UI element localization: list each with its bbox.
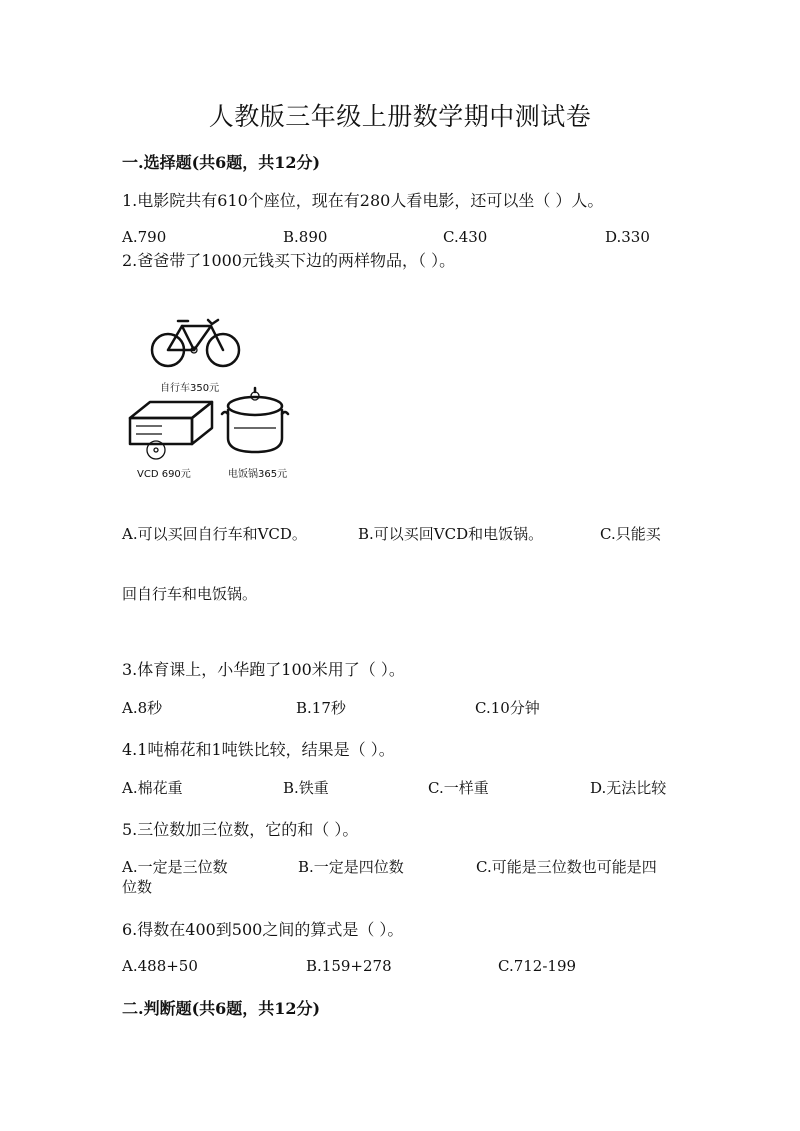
question-5-option-a[interactable]: A.一定是三位数 [122, 858, 228, 876]
question-4-text: 4.1吨棉花和1吨铁比较，结果是（ ）。 [122, 740, 395, 759]
vcd-player-icon [130, 402, 212, 459]
section-heading-true-false: 二.判断题(共6题，共12分) [122, 999, 321, 1018]
question-2-option-b[interactable]: B.可以买回VCD和电饭锅。 [358, 525, 544, 543]
question-5-option-c[interactable]: C.可能是三位数也可能是四 [476, 858, 657, 876]
bicycle-price-label: 自行车350元 [160, 383, 220, 394]
question-5-option-b[interactable]: B.一定是四位数 [298, 858, 404, 876]
question-4-option-d[interactable]: D.无法比较 [590, 779, 667, 797]
question-6-option-b[interactable]: B.159+278 [306, 957, 392, 975]
question-6-text: 6.得数在400到500之间的算式是（ ）。 [122, 920, 404, 939]
question-1-text: 1.电影院共有610个座位，现在有280人看电影，还可以坐（ ）人。 [122, 191, 604, 210]
rice-cooker-icon [222, 388, 288, 452]
section-heading-choice: 一.选择题(共6题，共12分) [122, 153, 321, 172]
question-3-option-b[interactable]: B.17秒 [296, 699, 346, 717]
question-3-option-a[interactable]: A.8秒 [122, 699, 163, 717]
question-2-option-c[interactable]: C.只能买 [600, 525, 661, 543]
question-2-figure [122, 310, 312, 490]
question-6-option-a[interactable]: A.488+50 [122, 957, 198, 975]
question-5-text: 5.三位数加三位数，它的和（ ）。 [122, 820, 359, 839]
question-4-option-a[interactable]: A.棉花重 [122, 779, 183, 797]
question-1-option-d[interactable]: D.330 [605, 228, 650, 246]
question-2-text: 2.爸爸带了1000元钱买下边的两样物品，（ ）。 [122, 251, 456, 270]
bicycle-icon [152, 320, 239, 366]
question-5-option-c-continued: 位数 [122, 878, 153, 896]
question-3-option-c[interactable]: C.10分钟 [475, 699, 540, 717]
question-2-figure-art [122, 310, 312, 490]
question-2-option-c-continued: 回自行车和电饭锅。 [122, 585, 258, 603]
question-2-option-a[interactable]: A.可以买回自行车和VCD。 [122, 525, 307, 543]
question-1-option-c[interactable]: C.430 [443, 228, 488, 246]
question-1-option-a[interactable]: A.790 [122, 228, 167, 246]
vcd-price-label: VCD 690元 [137, 469, 191, 480]
question-1-option-b[interactable]: B.890 [283, 228, 328, 246]
question-3-text: 3.体育课上，小华跑了100米用了（ ）。 [122, 660, 405, 679]
page-title: 人教版三年级上册数学期中测试卷 [208, 102, 592, 131]
question-4-option-c[interactable]: C.一样重 [428, 779, 489, 797]
rice-cooker-price-label: 电饭锅365元 [228, 469, 288, 480]
question-6-option-c[interactable]: C.712-199 [498, 957, 577, 975]
question-4-option-b[interactable]: B.铁重 [283, 779, 329, 797]
